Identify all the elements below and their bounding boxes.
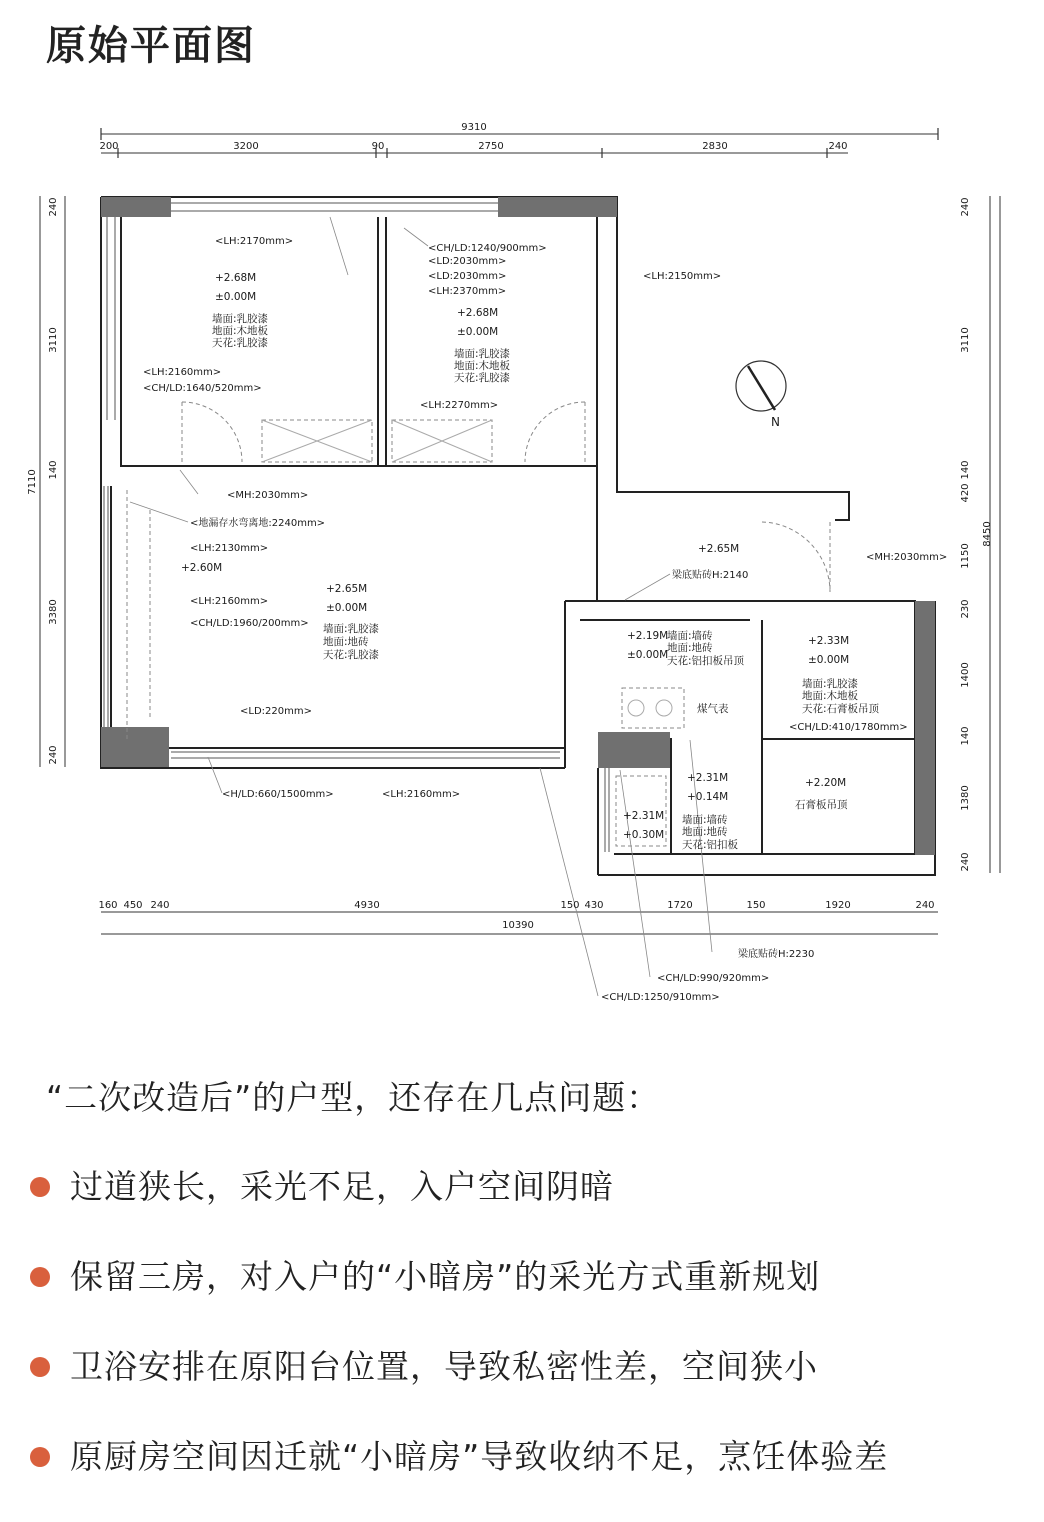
dim-right-seg: 140 xyxy=(960,460,971,480)
dim-top-seg: 90 xyxy=(371,141,385,152)
dim-bottom-seg: 150 xyxy=(746,900,766,911)
room-label: 墙面:乳胶漆 xyxy=(212,313,269,325)
room-label: +2.19M xyxy=(627,630,669,642)
bullet-dot-icon xyxy=(30,1267,50,1287)
dim-bottom-total: 10390 xyxy=(502,920,534,931)
dim-bottom-seg: 1920 xyxy=(825,900,851,911)
dim-left-seg: 240 xyxy=(48,745,59,765)
dim-bottom-seg: 450 xyxy=(123,900,143,911)
annotation: <CH/LD:990/920mm> xyxy=(657,973,770,984)
dim-left-seg: 140 xyxy=(48,460,59,480)
dim-top-seg: 2750 xyxy=(478,141,504,152)
north-arrow xyxy=(736,361,786,411)
list-item xyxy=(30,1342,888,1432)
room-label: 地面:木地板 xyxy=(802,690,859,702)
room-label: 墙面:墙砖 xyxy=(682,814,728,826)
dim-right-seg: 3110 xyxy=(960,327,971,353)
annotation: <MH:2030mm> xyxy=(866,552,948,563)
dim-top-seg: 3200 xyxy=(233,141,259,152)
annotation: 梁底贴砖H:2230 xyxy=(738,949,815,960)
dim-top-seg: 240 xyxy=(828,141,848,152)
annotation: <LD:2030mm> xyxy=(428,271,507,282)
dim-top-seg: 2830 xyxy=(702,141,728,152)
annotation: <LH:2160mm> xyxy=(143,367,222,378)
dim-left-total: 7110 xyxy=(27,469,38,495)
annotation: <CH/LD:1250/910mm> xyxy=(601,992,720,1003)
annotation: <MH:2030mm> xyxy=(227,490,309,501)
annotation: <LH:2130mm> xyxy=(190,543,269,554)
annotation: <CH/LD:1960/200mm> xyxy=(190,618,309,629)
room-label: +2.20M xyxy=(805,777,847,789)
annotation: <LH:2270mm> xyxy=(420,400,499,411)
room-label: 天花:铝扣板吊顶 xyxy=(667,655,745,667)
room-label: +2.68M xyxy=(457,307,499,319)
room-label: ±0.00M xyxy=(627,649,669,661)
issue-text: 保留三房，对入户的“小暗房”的采光方式重新规划 xyxy=(70,1257,821,1296)
bullet-dot-icon xyxy=(30,1357,50,1377)
dim-bottom-seg: 150 xyxy=(560,900,580,911)
dim-bottom-seg: 240 xyxy=(915,900,935,911)
room-label: 地面:地砖 xyxy=(682,826,728,838)
room-label: 墙面:墙砖 xyxy=(667,630,713,642)
list-item xyxy=(30,1432,888,1522)
annotation: <CH/LD:1640/520mm> xyxy=(143,383,262,394)
room-label: +2.60M xyxy=(181,562,223,574)
annotation: <LH:2170mm> xyxy=(215,236,294,247)
north-label: N xyxy=(771,415,780,429)
dim-right-seg: 240 xyxy=(960,197,971,217)
dim-right-seg: 1400 xyxy=(960,662,971,688)
room-label: 墙面:乳胶漆 xyxy=(454,348,511,360)
annotation: <LH:2160mm> xyxy=(190,596,269,607)
room-label: +2.33M xyxy=(808,635,850,647)
room-label: 地面:地砖 xyxy=(667,642,713,654)
dim-right-seg: 1150 xyxy=(960,543,971,569)
list-item xyxy=(30,1162,888,1252)
dim-right-seg: 420 xyxy=(960,483,971,503)
annotation: <地漏存水弯离地:2240mm> xyxy=(190,518,326,529)
dim-left-seg: 240 xyxy=(48,197,59,217)
room-label: 天花:乳胶漆 xyxy=(323,649,380,661)
room-label: 地面:木地板 xyxy=(212,325,269,337)
room-label: +2.65M xyxy=(698,543,740,555)
dim-right-seg: 140 xyxy=(960,726,971,746)
dim-bottom-seg: 240 xyxy=(150,900,170,911)
dim-bottom-seg: 160 xyxy=(98,900,118,911)
room-label: 煤气表 xyxy=(697,703,729,715)
room-label: 天花:乳胶漆 xyxy=(454,372,511,384)
room-label: +0.14M xyxy=(687,791,729,803)
room-label: ±0.00M xyxy=(457,326,499,338)
room-label: ±0.00M xyxy=(215,291,257,303)
dim-right-seg: 240 xyxy=(960,852,971,872)
annotation: <LH:2150mm> xyxy=(643,271,722,282)
issue-text: 卫浴安排在原阳台位置，导致私密性差，空间狭小 xyxy=(70,1347,818,1386)
room-label: 墙面:乳胶漆 xyxy=(323,623,380,635)
issue-list xyxy=(30,1162,888,1522)
room-label: 墙面:乳胶漆 xyxy=(802,678,859,690)
room-label: 天花:乳胶漆 xyxy=(212,337,269,349)
annotation: 梁底贴砖H:2140 xyxy=(672,570,749,581)
room-label: +2.65M xyxy=(326,583,368,595)
dim-right-seg: 230 xyxy=(960,599,971,619)
bullet-dot-icon xyxy=(30,1177,50,1197)
room-label: +0.30M xyxy=(623,829,665,841)
annotation: <H/LD:660/1500mm> xyxy=(222,789,334,800)
list-item xyxy=(30,1252,888,1342)
dim-left-seg: 3380 xyxy=(48,599,59,625)
room-label: +2.31M xyxy=(687,772,729,784)
room-label: 石膏板吊顶 xyxy=(795,799,848,811)
annotation: <LD:2030mm> xyxy=(428,256,507,267)
page-title: 原始平面图 xyxy=(46,23,256,69)
annotation: <CH/LD:1240/900mm> xyxy=(428,243,547,254)
dim-bottom-seg: 1720 xyxy=(667,900,693,911)
annotation: <LH:2370mm> xyxy=(428,286,507,297)
room-label: ±0.00M xyxy=(808,654,850,666)
annotation: <LD:220mm> xyxy=(240,706,312,717)
room-label: 天花:铝扣板 xyxy=(682,839,739,851)
intro-text: “二次改造后”的户型，还存在几点问题： xyxy=(46,1078,661,1117)
annotation: <LH:2160mm> xyxy=(382,789,461,800)
dim-top-total: 9310 xyxy=(461,122,487,133)
issue-text: 原厨房空间因迁就“小暗房”导致收纳不足，烹饪体验差 xyxy=(70,1437,889,1476)
annotation: <CH/LD:410/1780mm> xyxy=(789,722,908,733)
room-label: ±0.00M xyxy=(326,602,368,614)
room-label: 天花:石膏板吊顶 xyxy=(802,703,880,715)
dim-bottom-seg: 430 xyxy=(584,900,604,911)
room-label: +2.31M xyxy=(623,810,665,822)
room-label: 地面:地砖 xyxy=(323,636,369,648)
dim-right-total: 8450 xyxy=(982,521,993,547)
dim-top-seg: 200 xyxy=(99,141,119,152)
dim-left-seg: 3110 xyxy=(48,327,59,353)
bullet-dot-icon xyxy=(30,1447,50,1467)
dim-bottom-seg: 4930 xyxy=(354,900,380,911)
room-label: 地面:木地板 xyxy=(454,360,511,372)
issue-text: 过道狭长，采光不足，入户空间阴暗 xyxy=(70,1167,614,1206)
dim-right-seg: 1380 xyxy=(960,785,971,811)
room-label: +2.68M xyxy=(215,272,257,284)
